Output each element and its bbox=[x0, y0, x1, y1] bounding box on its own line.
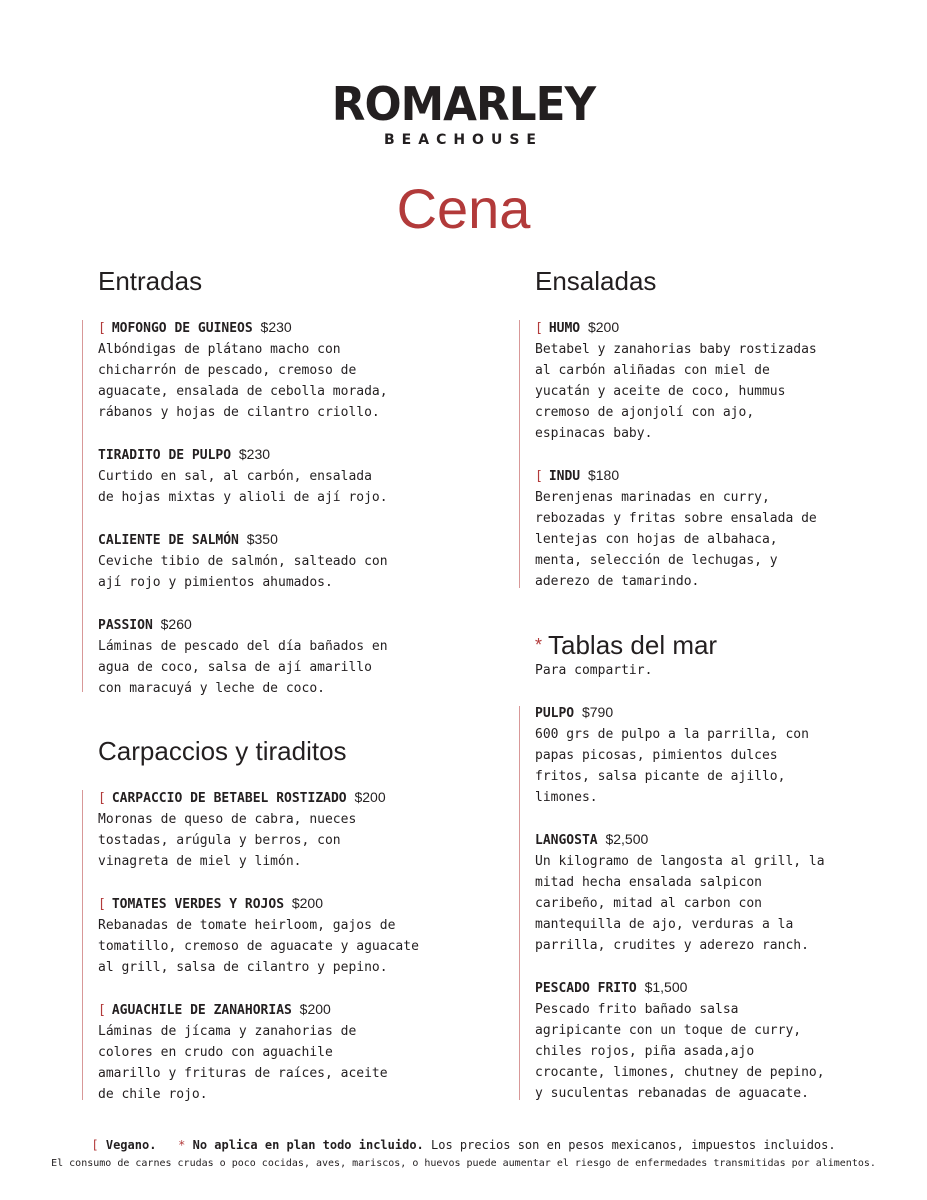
menu-item-price: $200 bbox=[354, 789, 386, 805]
menu-item-description: Moronas de queso de cabra, nueces tostadas, arúgula y berros, con vinagreta de miel y limón. bbox=[98, 812, 357, 869]
menu-item bbox=[535, 317, 817, 444]
menu-item-name: MOFONGO DE GUINEOS bbox=[111, 321, 253, 336]
menu-item-description: Betabel y zanahorias baby rostizadas al carbón aliñadas con miel de yucatán y aceite de coco, hummus cremoso de ajonjolí con ajo, espinacas baby. bbox=[535, 342, 817, 441]
menu-item-header bbox=[98, 893, 419, 915]
menu-item bbox=[98, 529, 388, 593]
menu-item-header bbox=[98, 529, 388, 551]
menu-item-name: AGUACHILE DE ZANAHORIAS bbox=[111, 1003, 292, 1018]
menu-item-name: LANGOSTA bbox=[535, 833, 598, 848]
menu-item bbox=[98, 999, 419, 1105]
menu-item-price: $790 bbox=[581, 704, 614, 720]
menu-item bbox=[535, 702, 825, 808]
menu-item bbox=[98, 614, 388, 699]
menu-item-header bbox=[535, 829, 825, 851]
vegan-bracket-icon: [ bbox=[98, 897, 106, 912]
menu-item-header bbox=[98, 444, 388, 466]
menu-item-header bbox=[98, 999, 419, 1021]
legend-vegan: Vegano. bbox=[105, 1138, 157, 1152]
menu-item bbox=[98, 444, 388, 508]
menu-item-description: Rebanadas de tomate heirloom, gajos de tomatillo, cremoso de aguacate y aguacate al grill, salsa de cilantro y pepino. bbox=[98, 918, 419, 975]
section-title-carpaccios: Carpaccios y tiraditos bbox=[98, 736, 347, 766]
section-title-tablas bbox=[535, 630, 717, 660]
section-title-entradas: Entradas bbox=[98, 266, 203, 296]
carpaccios-rule bbox=[82, 790, 83, 1100]
menu-item-description: Láminas de jícama y zanahorias de colores en crudo con aguachile amarillo y frituras de raíces, aceite de chile rojo. bbox=[98, 1024, 388, 1102]
menu-item-description: 600 grs de pulpo a la parrilla, con papas picosas, pimientos dulces fritos, salsa picante de ajillo, limones. bbox=[535, 727, 809, 805]
menu-item bbox=[535, 465, 817, 592]
menu-item-description: Ceviche tibio de salmón, salteado con ají rojo y pimientos ahumados. bbox=[98, 554, 388, 590]
page-title: Cena bbox=[396, 177, 531, 240]
footer-warning: El consumo de carnes crudas o poco cocidas, aves, mariscos, o huevos puede aumentar el riesgo de enfermedades transmitidas por alimentos. bbox=[51, 1158, 876, 1169]
tablas-title-text: Tablas del mar bbox=[548, 630, 718, 660]
menu-item-name: CALIENTE DE SALMÓN bbox=[98, 533, 239, 548]
brand-sub: BEACHOUSE bbox=[384, 132, 543, 148]
menu-item-price: $350 bbox=[246, 531, 278, 547]
menu-item-price: $260 bbox=[160, 616, 192, 632]
menu-item-price: $2,500 bbox=[605, 831, 649, 847]
menu-item-price: $230 bbox=[260, 319, 292, 335]
vegan-bracket-icon: [ bbox=[91, 1138, 99, 1152]
menu-item-header bbox=[98, 787, 419, 809]
menu-item-header bbox=[535, 702, 825, 724]
menu-item bbox=[98, 317, 388, 423]
menu-item-header bbox=[98, 317, 388, 339]
vegan-bracket-icon: [ bbox=[98, 791, 106, 806]
menu-item-price: $230 bbox=[238, 446, 271, 462]
menu-item-description: Berenjenas marinadas en curry, rebozadas y fritas sobre ensalada de lentejas con hojas de albahaca, menta, selección de lechugas, y aderezo de tamarindo. bbox=[535, 490, 817, 589]
menu-item bbox=[98, 893, 419, 978]
vegan-bracket-icon: [ bbox=[535, 469, 543, 484]
tablas-subtitle: Para compartir. bbox=[535, 663, 653, 678]
carpaccios-list bbox=[98, 787, 419, 1126]
menu-item-description: Un kilogramo de langosta al grill, la mitad hecha ensalada salpicon caribeño, mitad al carbon con mantequilla de ajo, verduras a la parrilla, crudites y aderezo ranch. bbox=[535, 854, 825, 953]
legend-star-icon: * bbox=[178, 1138, 186, 1152]
menu-item-name: HUMO bbox=[548, 321, 581, 336]
menu-item-price: $200 bbox=[587, 319, 620, 335]
menu-item-name: PULPO bbox=[535, 706, 575, 721]
entradas-rule bbox=[82, 320, 83, 692]
menu-item-header bbox=[535, 317, 817, 339]
menu-item-name: PESCADO FRITO bbox=[535, 981, 637, 996]
ensaladas-list bbox=[535, 317, 817, 613]
menu-item bbox=[535, 977, 825, 1104]
menu-item-price: $180 bbox=[587, 467, 620, 483]
menu-item-price: $200 bbox=[299, 1001, 331, 1017]
menu-item-description: Pescado frito bañado salsa agripicante con un toque de curry, chiles rojos, piña asada,ajo crocante, limones, chutney de pepino, y suculentas rebanadas de aguacate. bbox=[535, 1002, 825, 1101]
menu-item-name: INDU bbox=[548, 469, 581, 484]
footer-legend bbox=[0, 1136, 927, 1154]
legend-precios: Los precios son en pesos mexicanos, impuestos incluidos. bbox=[431, 1138, 836, 1152]
menu-item-header bbox=[535, 465, 817, 487]
vegan-bracket-icon: [ bbox=[535, 321, 543, 336]
menu-item bbox=[535, 829, 825, 956]
star-icon: * bbox=[535, 635, 543, 655]
ensaladas-rule bbox=[519, 320, 520, 588]
brand-name: ROMARLEY bbox=[331, 77, 596, 131]
section-title-ensaladas: Ensaladas bbox=[535, 266, 657, 296]
menu-item-header bbox=[535, 977, 825, 999]
menu-item-name: PASSION bbox=[98, 618, 153, 633]
menu-item-header bbox=[98, 614, 388, 636]
vegan-bracket-icon: [ bbox=[98, 1003, 106, 1018]
menu-item-description: Curtido en sal, al carbón, ensalada de hojas mixtas y alioli de ají rojo. bbox=[98, 469, 388, 505]
menu-item bbox=[98, 787, 419, 872]
menu-item-description: Albóndigas de plátano macho con chicharrón de pescado, cremoso de aguacate, ensalada de cebolla morada, rábanos y hojas de cilantro criollo. bbox=[98, 342, 388, 420]
menu-item-price: $1,500 bbox=[644, 979, 688, 995]
vegan-bracket-icon: [ bbox=[98, 321, 106, 336]
legend-no-aplica: No aplica en plan todo incluido. bbox=[192, 1138, 424, 1152]
menu-item-description: Láminas de pescado del día bañados en agua de coco, salsa de ají amarillo con maracuyá y leche de coco. bbox=[98, 639, 388, 696]
menu-item-name: TOMATES VERDES Y ROJOS bbox=[111, 897, 285, 912]
brand-logo bbox=[0, 77, 927, 148]
tablas-list bbox=[535, 702, 825, 1125]
menu-item-name: CARPACCIO DE BETABEL ROSTIZADO bbox=[111, 791, 347, 806]
entradas-list bbox=[98, 317, 388, 720]
tablas-rule bbox=[519, 706, 520, 1100]
menu-item-price: $200 bbox=[291, 895, 323, 911]
menu-item-name: TIRADITO DE PULPO bbox=[98, 448, 232, 463]
